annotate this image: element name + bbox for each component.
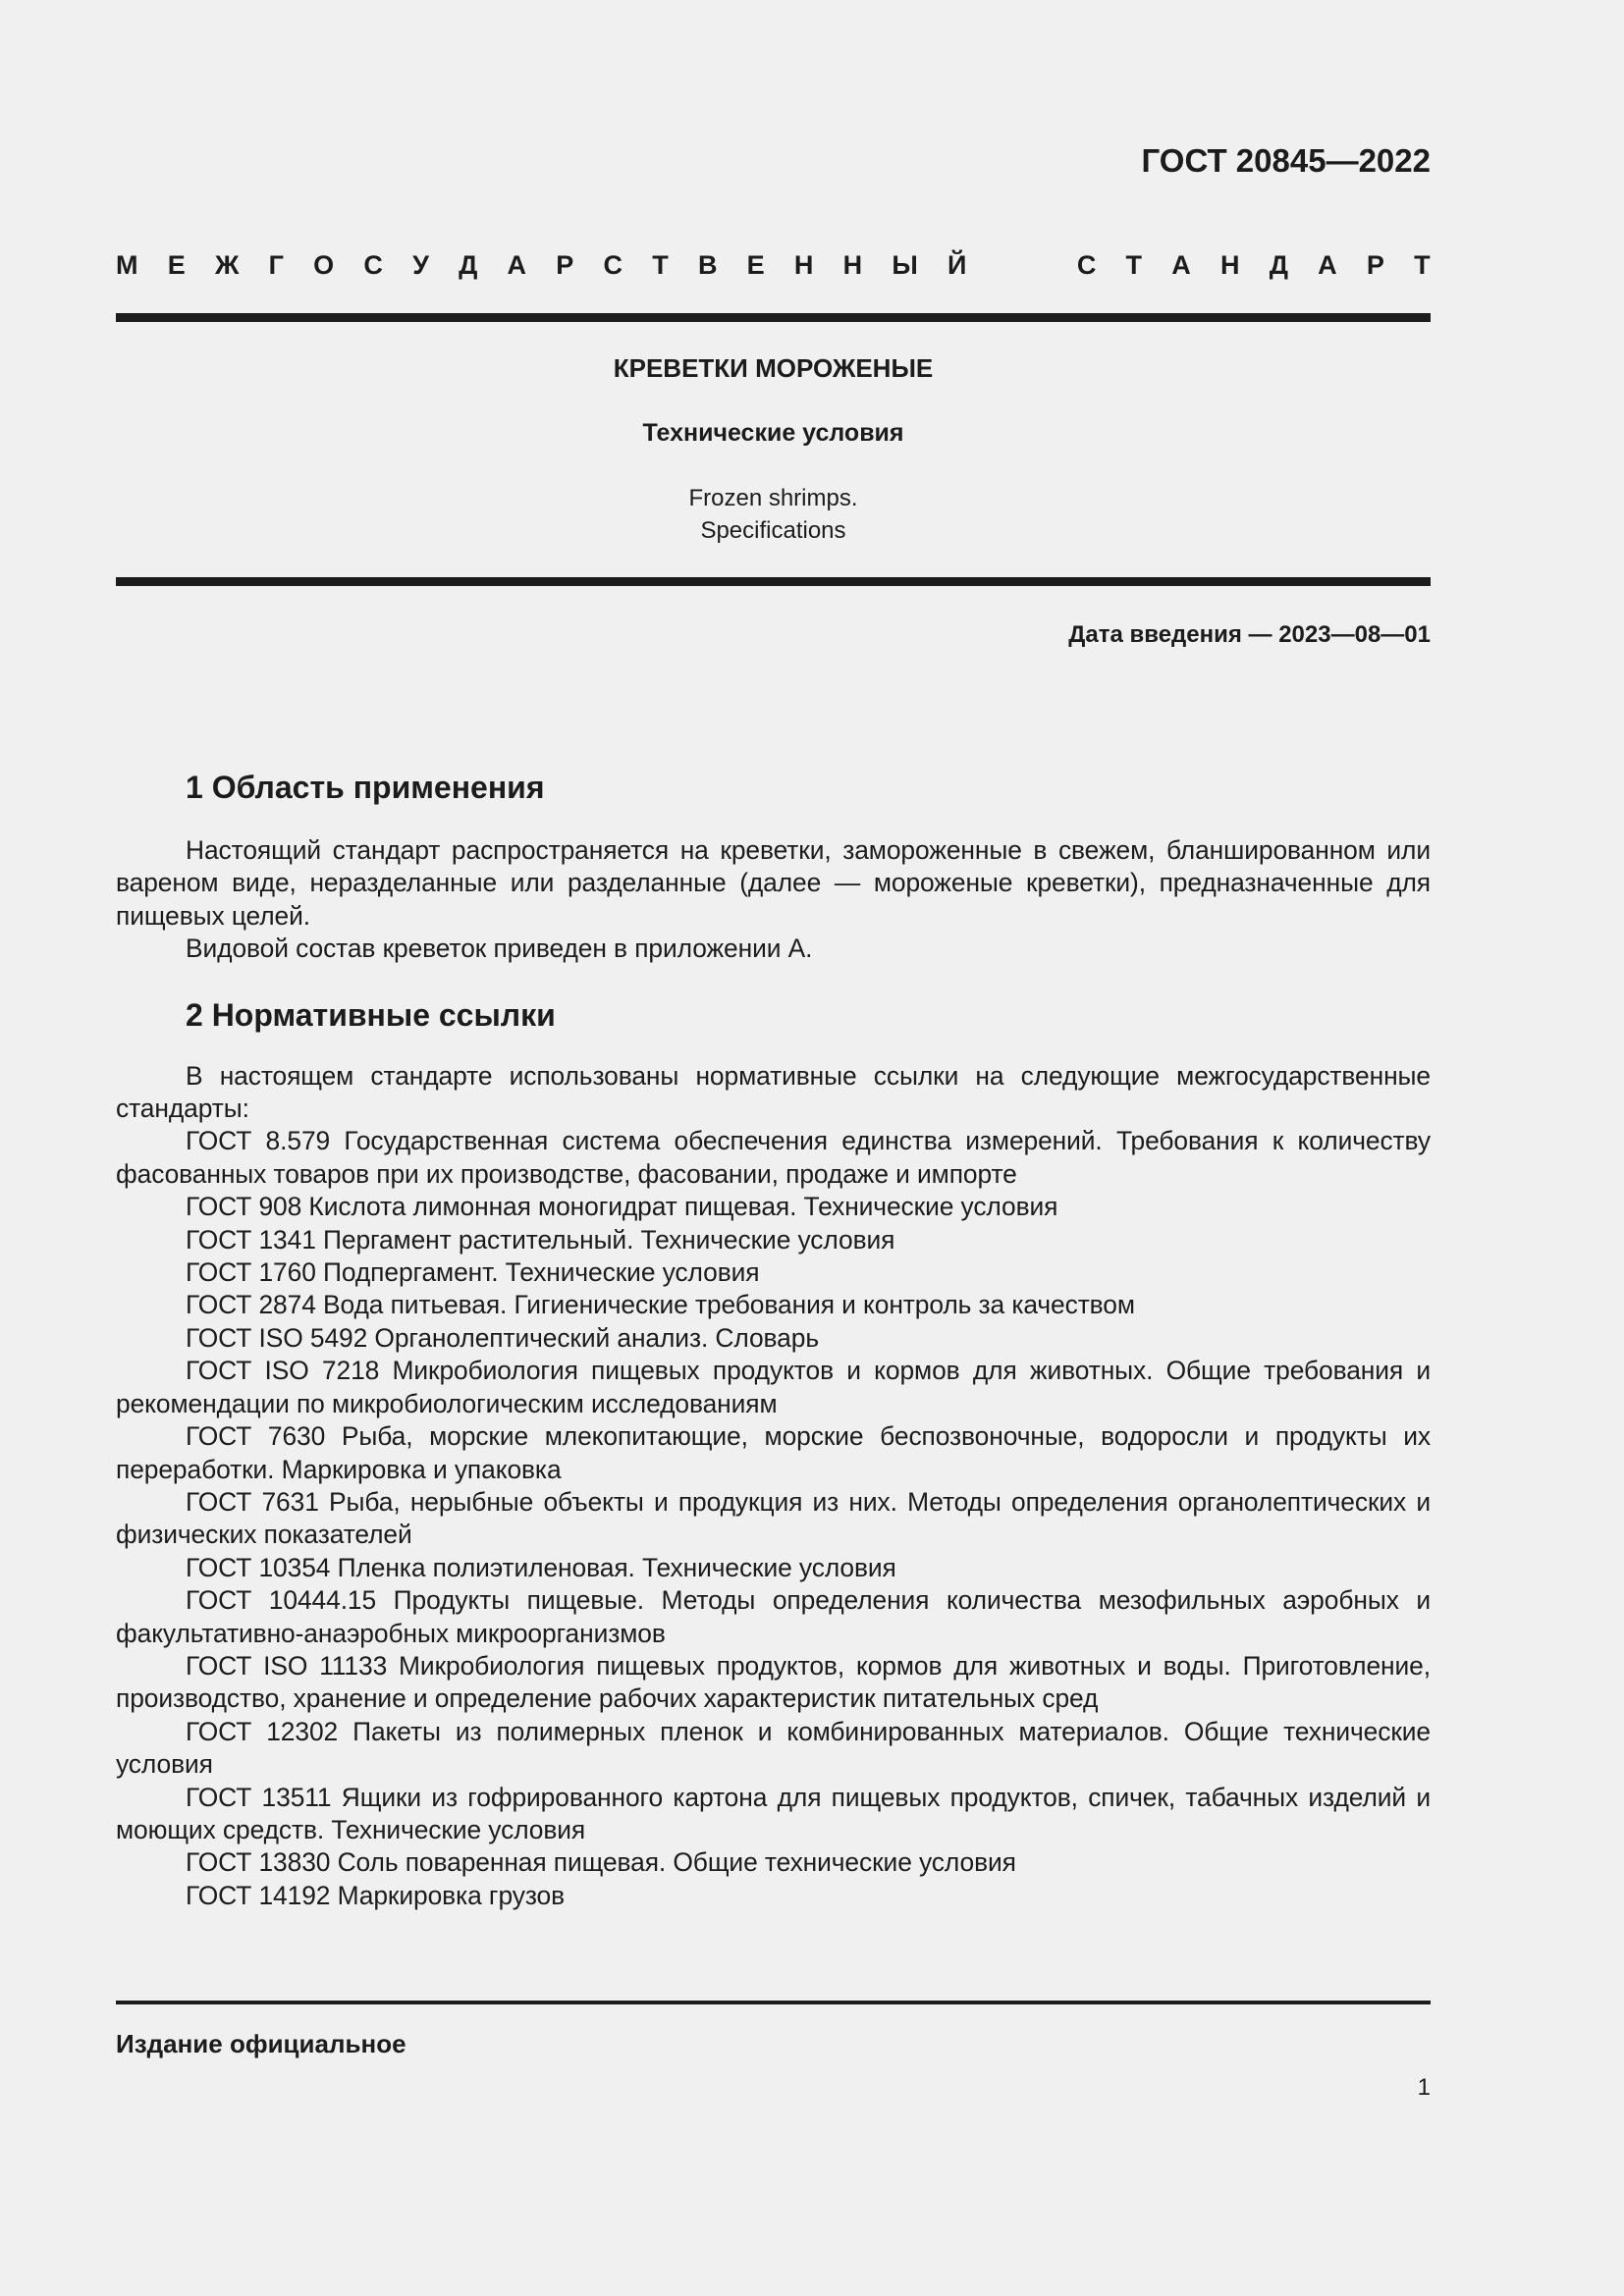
- reference-entry: ГОСТ 1760 Подпергамент. Технические условия: [186, 1257, 760, 1288]
- document-title: КРЕВЕТКИ МОРОЖЕНЫЕ: [613, 353, 934, 383]
- heading-letter: А: [1318, 250, 1337, 280]
- reference-entry: ГОСТ 10354 Пленка полиэтиленовая. Технические условия: [186, 1552, 896, 1582]
- references-list: [116, 1060, 1431, 1913]
- heading-letter: Т: [1125, 250, 1143, 280]
- reference-entry: В настоящем стандарте использованы нормативные ссылки на следующие межгосударственные стандарты:: [116, 1060, 1431, 1124]
- reference-entry: ГОСТ ISO 7218 Микробиология пищевых продуктов и кормов для животных. Общие требования и рекомендации по микробиологическим исследованиям: [116, 1356, 1431, 1418]
- heading-letter: Н: [1219, 250, 1240, 280]
- heading-letter: Ы: [892, 250, 918, 280]
- reference-entry: ГОСТ 12302 Пакеты из полимерных пленок и комбинированных материалов. Общие технические условия: [116, 1716, 1431, 1780]
- english-title-line-1: Frozen shrimps.: [688, 485, 858, 511]
- reference-entry: ГОСТ 2874 Вода питьевая. Гигиенические требования и контроль за качеством: [186, 1290, 1135, 1320]
- document-body: [116, 766, 1431, 1912]
- reference-entry: ГОСТ 13511 Ящики из гофрированного картона для пищевых продуктов, спичек, табачных изделий и моющих средств. Технические условия: [116, 1782, 1431, 1844]
- heading-letter: О: [313, 250, 335, 280]
- reference-entry: ГОСТ 1341 Пергамент растительный. Технические условия: [186, 1224, 895, 1255]
- reference-entry: ГОСТ 7630 Рыба, морские млекопитающие, морские беспозвоночные, водоросли и продукты их переработки. Маркировка и упаковка: [116, 1421, 1431, 1484]
- heading-letter: У: [412, 250, 429, 280]
- heading-letter: А: [507, 250, 527, 280]
- scope-paragraph: Настоящий стандарт распространяется на креветки, замороженные в свежем, бланшированном или вареном виде, неразделанные или разделанные (далее — мороженые креветки), предназначенные для пищевых целей.: [116, 835, 1431, 931]
- reference-entry: ГОСТ 908 Кислота лимонная моногидрат пищевая. Технические условия: [186, 1192, 1058, 1222]
- reference-entry: ГОСТ ISO 5492 Органолептический анализ. Словарь: [186, 1322, 819, 1353]
- heading-letter: Р: [556, 250, 574, 280]
- heading-letter: Н: [842, 250, 863, 280]
- heading-letter: С: [603, 250, 623, 280]
- heading-letter: Е: [167, 250, 186, 280]
- reference-entry: ГОСТ 8.579 Государственная система обеспечения единства измерений. Требования к количеству фасованных товаров при их производстве, фасовании, продаже и импорте: [116, 1126, 1431, 1189]
- scope-text: [116, 834, 1431, 966]
- heading-letter: А: [1171, 250, 1191, 280]
- reference-entry: ГОСТ 7631 Рыба, нерыбные объекты и продукция из них. Методы определения органолептических и физических показателей: [116, 1486, 1431, 1550]
- heading-letter: С: [363, 250, 383, 280]
- heading-letter: Д: [1269, 250, 1288, 280]
- heading-letter: Е: [746, 250, 765, 280]
- heading-letter: Й: [947, 250, 967, 280]
- heading-letter: Н: [793, 250, 814, 280]
- section-heading-references: 2 Нормативные ссылки: [186, 996, 556, 1033]
- english-title: [116, 482, 1431, 547]
- reference-entry: ГОСТ 13830 Соль поваренная пищевая. Общие технические условия: [186, 1847, 1016, 1878]
- document-number: ГОСТ 20845—2022: [1141, 142, 1431, 179]
- reference-entry: ГОСТ 10444.15 Продукты пищевые. Методы определения количества мезофильных аэробных и факультативно-анаэробных микроорганизмов: [116, 1585, 1431, 1648]
- word-gap: [997, 250, 1048, 281]
- heading-letter: С: [1076, 250, 1097, 280]
- heading-letter: Д: [459, 250, 478, 280]
- heading-letter: Т: [652, 250, 669, 280]
- heading-letter: Т: [1414, 250, 1431, 280]
- introduction-date: Дата введения — 2023—08—01: [1068, 621, 1431, 648]
- standard-type-heading: [116, 250, 1431, 281]
- english-title-line-2: Specifications: [700, 517, 846, 544]
- section-heading-scope: 1 Область применения: [186, 770, 545, 805]
- heading-letter: Г: [268, 250, 284, 280]
- reference-entry: ГОСТ ISO 11133 Микробиология пищевых продуктов, кормов для животных и воды. Приготовление, производство, хранение и определение рабочих характеристик питательных сред: [116, 1650, 1431, 1714]
- page-number: 1: [1417, 2074, 1431, 2101]
- heading-letter: М: [116, 250, 138, 280]
- scope-paragraph: Видовой состав креветок приведен в приложении А.: [186, 934, 813, 964]
- footer-divider: [116, 2001, 1431, 2004]
- edition-note: Издание официальное: [116, 2029, 406, 2058]
- title-divider: [116, 577, 1431, 586]
- heading-letter: В: [697, 250, 718, 280]
- header-divider: [116, 313, 1431, 322]
- reference-entry: ГОСТ 14192 Маркировка грузов: [186, 1880, 566, 1910]
- heading-letter: Р: [1366, 250, 1384, 280]
- heading-letter: Ж: [214, 250, 240, 280]
- document-subtitle: Технические условия: [642, 419, 904, 447]
